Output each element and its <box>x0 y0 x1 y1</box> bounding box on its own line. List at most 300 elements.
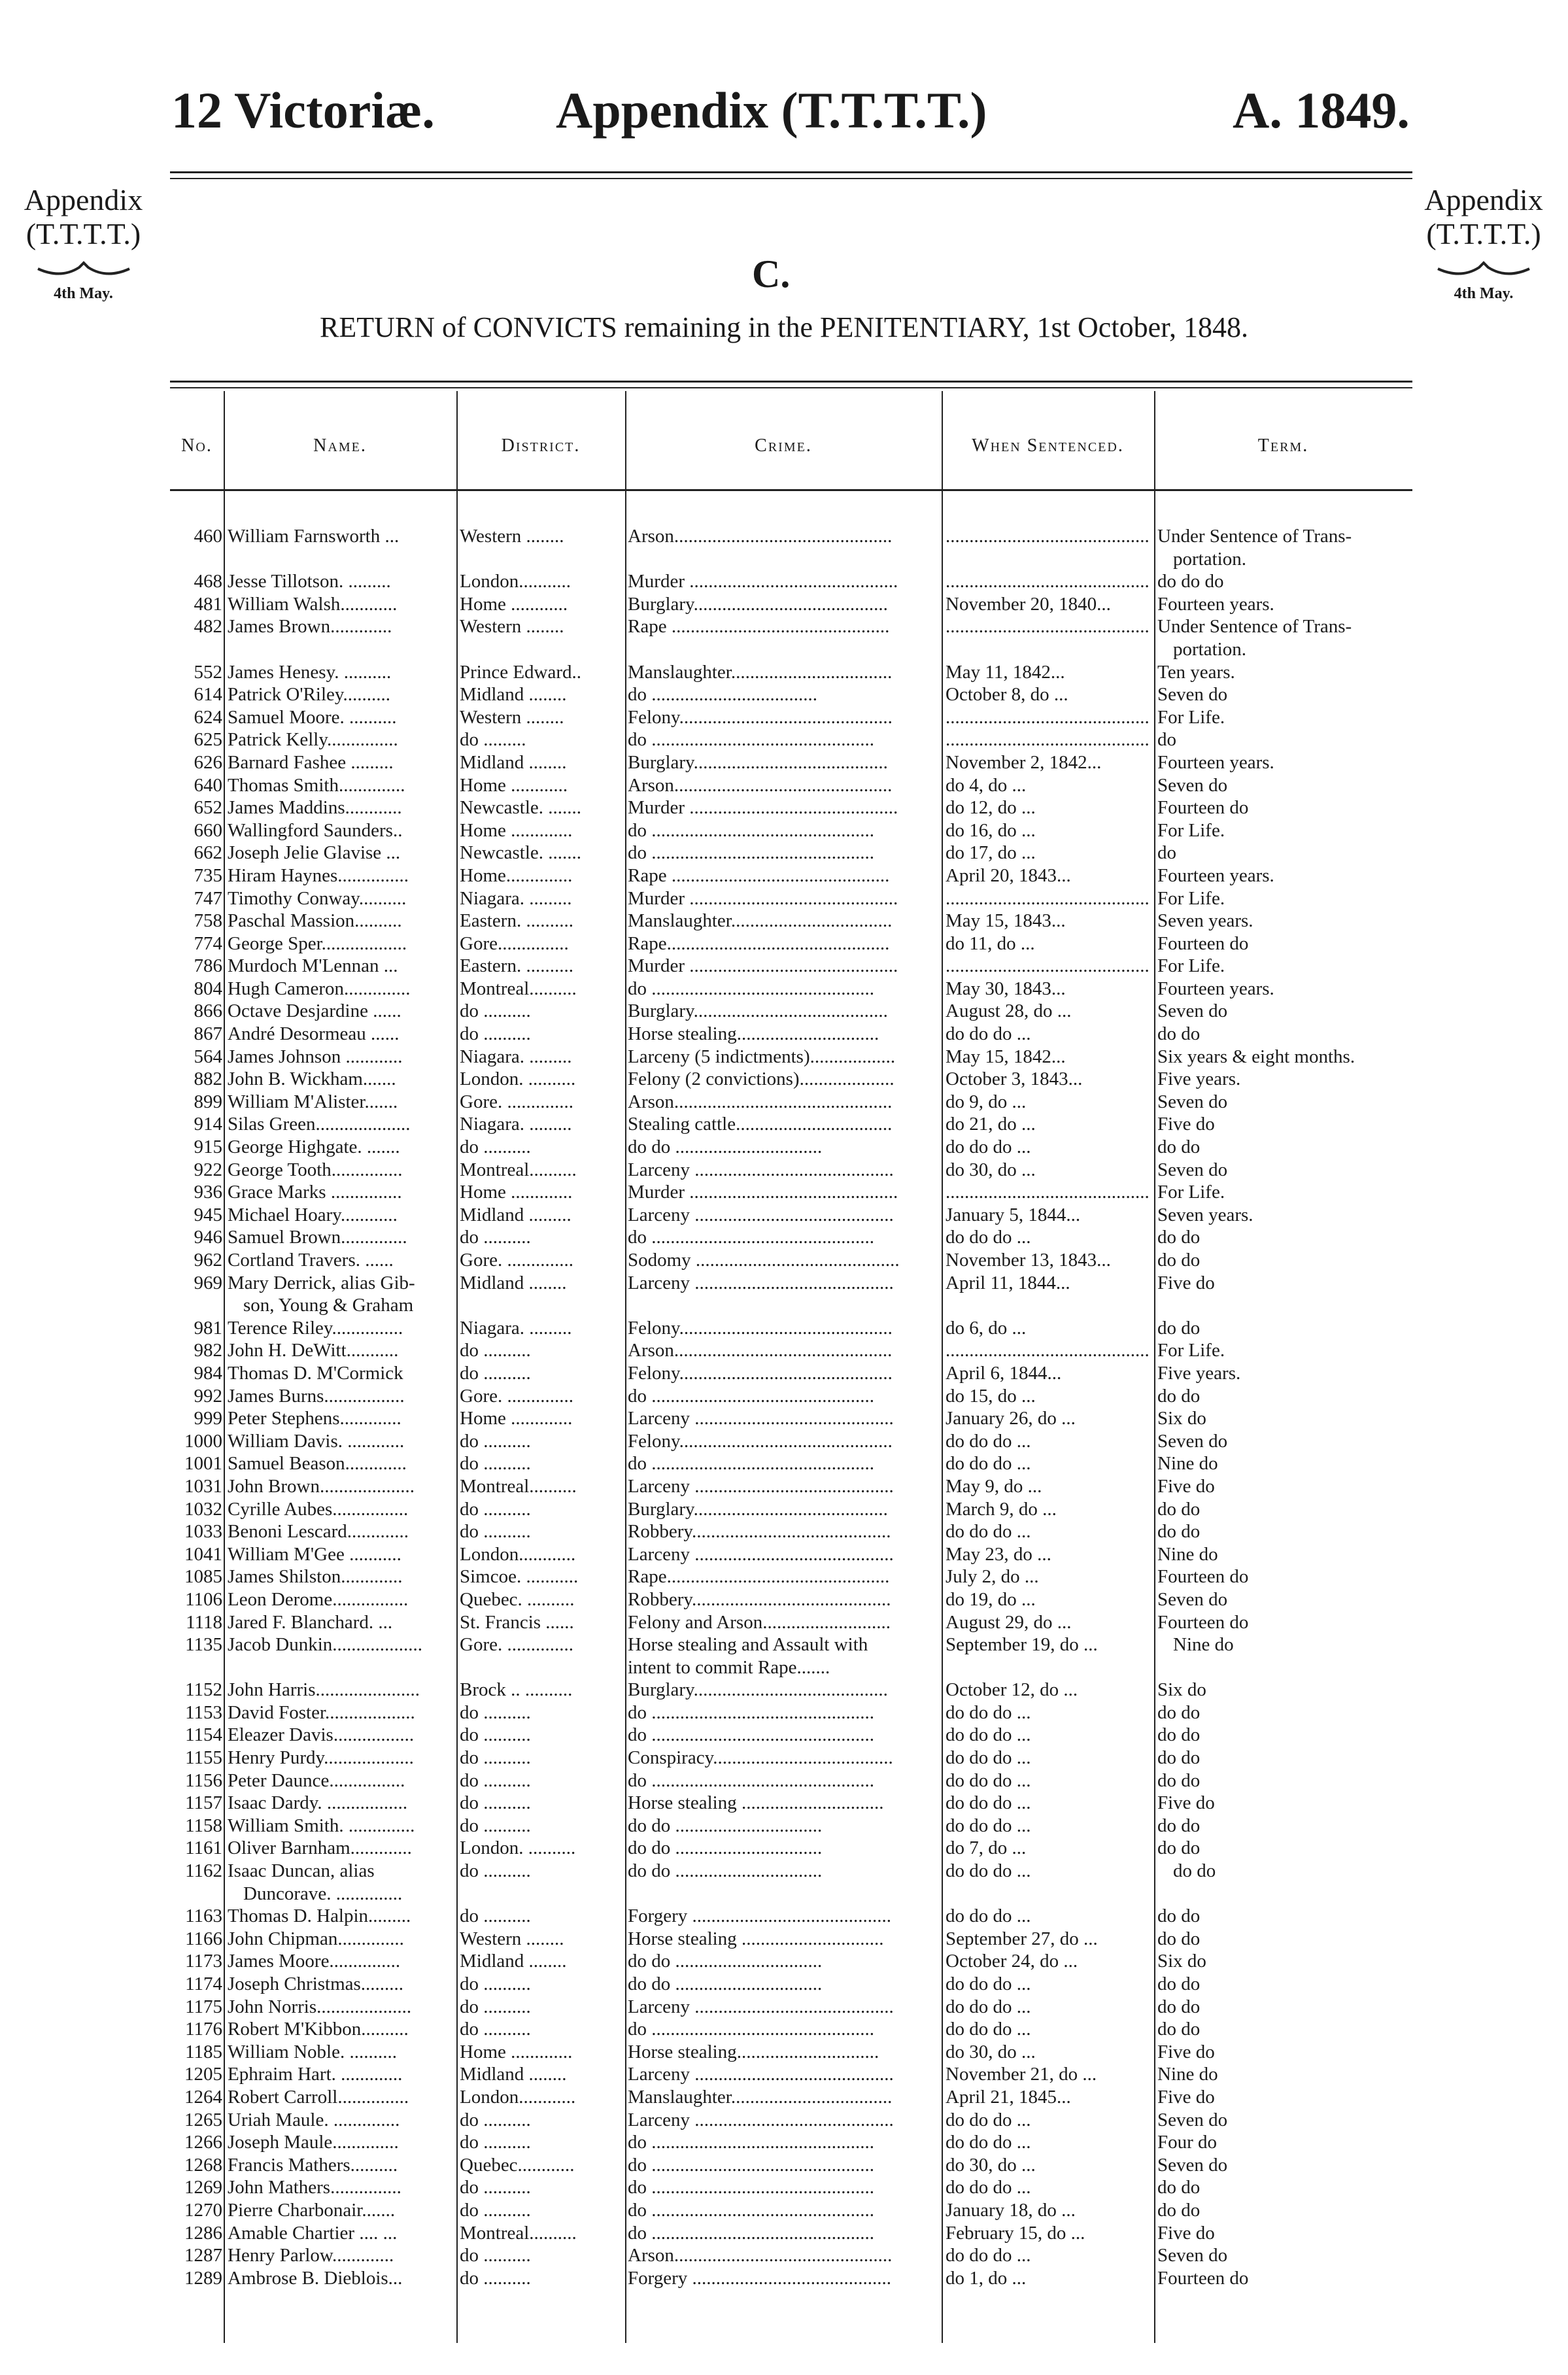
convict-name: Thomas Smith.............. <box>228 774 405 796</box>
when-sentenced: do 21, do ... <box>946 1114 1036 1135</box>
when-sentenced: November 13, 1843... <box>946 1250 1111 1271</box>
when-sentenced: do 6, do ... <box>946 1317 1027 1339</box>
table-row <box>170 661 1412 684</box>
district: do .......... <box>460 1430 531 1452</box>
crime: Arson.............................................. <box>628 2245 893 2266</box>
row-number: 984 <box>194 1362 222 1384</box>
term: Seven do <box>1157 774 1228 796</box>
term: Nine do <box>1157 1453 1218 1475</box>
convict-name <box>228 1272 456 1317</box>
term: Seven do <box>1157 2245 1228 2266</box>
table-row <box>170 1204 1412 1227</box>
table-row <box>170 1973 1412 1996</box>
table-row <box>170 1091 1412 1114</box>
district: do .......... <box>460 1340 531 1361</box>
convict-name: Cortland Travers. ...... <box>228 1250 394 1271</box>
term: do do <box>1157 1724 1201 1746</box>
table-row <box>170 1452 1412 1475</box>
row-number: 1032 <box>184 1498 222 1520</box>
when-sentenced: do 4, do ... <box>946 774 1027 796</box>
crime: Arson.............................................. <box>628 774 893 796</box>
crime: Arson.............................................. <box>628 1340 893 1361</box>
convict-name: Wallingford Saunders.. <box>228 819 403 841</box>
crime: Murder ............................................ <box>628 797 898 819</box>
term-continuation: Nine do <box>1173 1634 1234 1656</box>
district: Western ........ <box>460 526 564 547</box>
table-row <box>170 1520 1412 1543</box>
district: do .......... <box>460 1136 531 1158</box>
district: Montreal.......... <box>460 2222 577 2244</box>
convict-name: John Chipman.............. <box>228 1928 404 1949</box>
term: Fourteen do <box>1157 932 1249 954</box>
convict-name-line: Isaac Duncan, alias <box>228 1860 375 1882</box>
when-sentenced: do 30, do ... <box>946 2041 1036 2062</box>
row-number: 758 <box>194 910 222 932</box>
convict-name: Uriah Maule. .............. <box>228 2109 400 2130</box>
term: Nine do <box>1157 2064 1218 2085</box>
convict-name: Isaac Dardy. ................. <box>228 1792 408 1814</box>
table-row <box>170 2176 1412 2199</box>
convict-name: Peter Stephens............. <box>228 1408 401 1429</box>
term: do do <box>1157 1996 1201 2017</box>
term: do do <box>1157 1498 1201 1520</box>
convict-name: John Harris...................... <box>228 1679 420 1701</box>
term: Five do <box>1157 1114 1215 1135</box>
crime: Felony (2 convictions).................... <box>628 1068 895 1090</box>
column-header-no: No. <box>181 436 213 456</box>
table-row <box>170 593 1412 616</box>
district: Newcastle. ....... <box>460 842 582 864</box>
district: Midland ......... <box>460 1204 571 1225</box>
district: do .......... <box>460 1996 531 2017</box>
table-row <box>170 2041 1412 2064</box>
term-continuation: portation. <box>1173 638 1246 660</box>
table-row <box>170 2154 1412 2177</box>
crime: Horse stealing.............................. <box>628 1023 879 1045</box>
district: do .......... <box>460 1792 531 1814</box>
table-row <box>170 2244 1412 2267</box>
when-sentenced: do 12, do ... <box>946 797 1036 819</box>
convict-name: Thomas D. M'Cormick <box>228 1362 403 1384</box>
crime: do ............................................... <box>628 2199 874 2221</box>
district: Montreal.......... <box>460 1475 577 1497</box>
term: Seven do <box>1157 2154 1228 2176</box>
margin-date: 4th May. <box>54 285 113 302</box>
margin-sub: (T.T.T.T.) <box>26 217 141 250</box>
term-continuation: do do <box>1173 1860 1216 1882</box>
column-header-term: Term. <box>1257 436 1309 456</box>
when-sentenced: do 1, do ... <box>946 2267 1027 2289</box>
when-sentenced: April 21, 1845... <box>946 2086 1071 2108</box>
row-number: 1287 <box>184 2245 222 2266</box>
when-sentenced: do 19, do ... <box>946 1588 1036 1610</box>
convict-name: George Highgate. ....... <box>228 1136 400 1158</box>
district: Western ........ <box>460 616 564 638</box>
when-sentenced: May 30, 1843... <box>946 978 1066 999</box>
when-sentenced: do do do ... <box>946 1227 1031 1248</box>
when-sentenced: do do do ... <box>946 1430 1031 1452</box>
term: do do <box>1157 1023 1201 1045</box>
row-number: 1135 <box>185 1634 222 1656</box>
table-row <box>170 751 1412 774</box>
when-sentenced: do do do ... <box>946 2109 1031 2130</box>
convict-name: Paschal Massion.......... <box>228 910 402 932</box>
district: Niagara. ......... <box>460 1317 572 1339</box>
crime: do ............................................... <box>628 1769 874 1791</box>
district: do .......... <box>460 1815 531 1836</box>
district: Simcoe. ........... <box>460 1566 579 1588</box>
row-number: 982 <box>194 1340 222 1361</box>
convict-name: Silas Green.................... <box>228 1114 411 1135</box>
table-row <box>170 2109 1412 2132</box>
crime: Larceny .......................................... <box>628 1159 894 1180</box>
row-number: 735 <box>194 864 222 886</box>
table-row <box>170 887 1412 910</box>
table-row <box>170 1113 1412 1136</box>
table-row <box>170 1928 1412 1951</box>
district: Midland ........ <box>460 2064 567 2085</box>
crime: Felony............................................. <box>628 1362 893 1384</box>
row-number: 1157 <box>185 1792 222 1814</box>
row-number: 626 <box>194 751 222 773</box>
header-rule-bottom <box>170 178 1412 179</box>
term: Seven do <box>1157 2109 1228 2130</box>
crime: do ............................................... <box>628 1724 874 1746</box>
district: Eastern. .......... <box>460 955 573 977</box>
convict-name: James Shilston............. <box>228 1566 403 1588</box>
district: do .......... <box>460 1362 531 1384</box>
convict-name: Peter Daunce................ <box>228 1769 405 1791</box>
term: Seven do <box>1157 684 1228 706</box>
district: Western ........ <box>460 706 564 728</box>
crime-continuation: intent to commit Rape....... <box>628 1656 830 1678</box>
row-number: 946 <box>194 1227 222 1248</box>
when-sentenced: do 17, do ... <box>946 842 1036 864</box>
district: do .......... <box>460 1973 531 1994</box>
convict-name: Francis Mathers.......... <box>228 2154 398 2176</box>
crime-continuation: do do ............................... <box>628 1860 823 1882</box>
convict-name: John Mathers............... <box>228 2177 401 2198</box>
crime: do ............................................... <box>628 2177 874 2198</box>
term: Seven do <box>1157 1588 1228 1610</box>
header-appendix: Appendix (T.T.T.T.) <box>556 82 987 139</box>
term: For Life. <box>1157 1340 1225 1361</box>
convict-name: Ambrose B. Dieblois... <box>228 2267 403 2289</box>
district: London........... <box>460 571 571 592</box>
title-rule-bottom <box>170 387 1412 388</box>
term: Four do <box>1157 2132 1218 2153</box>
row-number: 662 <box>194 842 222 864</box>
term: Five do <box>1157 1792 1215 1814</box>
row-number: 1166 <box>185 1928 222 1949</box>
term <box>1157 1860 1432 1905</box>
when-sentenced: ........................................... <box>946 706 1150 728</box>
crime: Burglary......................................... <box>628 751 888 773</box>
crime: Manslaughter.................................. <box>628 2086 893 2108</box>
row-number: 1001 <box>184 1453 222 1475</box>
table-row <box>170 1679 1412 1701</box>
convict-name-continuation: Duncorave. .............. <box>243 1883 403 1904</box>
district: do .......... <box>460 1701 531 1723</box>
convict-name: William Noble. .......... <box>228 2041 397 2062</box>
term <box>1157 615 1432 660</box>
row-number: 1265 <box>184 2109 222 2130</box>
table-row <box>170 2018 1412 2041</box>
convict-name: Pierre Charbonair....... <box>228 2199 396 2221</box>
crime: do ............................................... <box>628 2154 874 2176</box>
crime: do ............................................... <box>628 1701 874 1723</box>
district: do ......... <box>460 729 526 751</box>
term: Fourteen do <box>1157 797 1249 819</box>
table-row <box>170 2222 1412 2245</box>
term: Five years. <box>1157 1362 1241 1384</box>
term: Five do <box>1157 1475 1215 1497</box>
term: Seven do <box>1157 1159 1228 1180</box>
term-line: Under Sentence of Trans- <box>1157 526 1352 547</box>
row-number: 867 <box>194 1023 222 1045</box>
district: Eastern. .......... <box>460 910 573 932</box>
table-body <box>170 525 1412 2289</box>
convict-name: George Tooth............... <box>228 1159 403 1180</box>
district: Quebec. .......... <box>460 1588 575 1610</box>
when-sentenced: do 30, do ... <box>946 2154 1036 2176</box>
term: For Life. <box>1157 1182 1225 1203</box>
column-header-when-sentenced: When Sentenced. <box>972 436 1124 456</box>
term: Fourteen years. <box>1157 978 1274 999</box>
crime: Felony............................................. <box>628 1430 893 1452</box>
crime: do do ............................... <box>628 1815 823 1836</box>
table-row <box>170 1950 1412 1973</box>
row-number: 1174 <box>185 1973 222 1994</box>
when-sentenced: October 12, do ... <box>946 1679 1078 1701</box>
table-row <box>170 1407 1412 1430</box>
when-sentenced: February 15, do ... <box>946 2222 1085 2244</box>
district: London. .......... <box>460 1068 576 1090</box>
when-sentenced: November 2, 1842... <box>946 751 1102 773</box>
row-number: 1268 <box>184 2154 222 2176</box>
flourish-icon <box>35 261 133 278</box>
header-underline <box>170 489 1412 491</box>
convict-name: George Sper.................. <box>228 932 407 954</box>
when-sentenced: ........................................... <box>946 1182 1150 1203</box>
row-number: 1118 <box>186 1611 222 1633</box>
district: do .......... <box>460 1023 531 1045</box>
district: Quebec............ <box>460 2154 575 2176</box>
table-row <box>170 978 1412 1000</box>
term: do do <box>1157 1521 1201 1543</box>
convict-name: John B. Wickham....... <box>228 1068 396 1090</box>
row-number: 999 <box>194 1408 222 1429</box>
crime: Larceny .......................................... <box>628 1272 894 1293</box>
convict-name: André Desormeau ...... <box>228 1023 400 1045</box>
convict-table <box>170 391 1412 2343</box>
convict-name: James Henesy. .......... <box>228 661 392 683</box>
district: Midland ........ <box>460 1272 567 1293</box>
crime: do ............................................... <box>628 978 874 999</box>
table-row <box>170 910 1412 932</box>
district: Niagara. ......... <box>460 1114 572 1135</box>
row-number: 624 <box>194 706 222 728</box>
convict-name: Octave Desjardine ...... <box>228 1000 401 1022</box>
when-sentenced: ........................................... <box>946 887 1150 909</box>
table-row <box>170 1860 1412 1905</box>
convict-name: Henry Parlow............. <box>228 2245 394 2266</box>
term: do do <box>1157 1769 1201 1791</box>
crime: Robbery.......................................... <box>628 1521 891 1543</box>
district: do .......... <box>460 2109 531 2130</box>
crime: Felony............................................. <box>628 706 893 728</box>
convict-name: Hiram Haynes............... <box>228 864 409 886</box>
when-sentenced: October 24, do ... <box>946 1951 1078 1972</box>
table-row <box>170 774 1412 797</box>
crime: Sodomy ........................................... <box>628 1250 900 1271</box>
row-number: 481 <box>194 593 222 615</box>
crime: do ............................................... <box>628 1453 874 1475</box>
term: do <box>1157 729 1176 751</box>
term: do do do <box>1157 571 1224 592</box>
row-number: 804 <box>194 978 222 999</box>
district: Gore. .............. <box>460 1385 573 1407</box>
table-row <box>170 1430 1412 1453</box>
row-number: 1000 <box>184 1430 222 1452</box>
crime: Larceny .......................................... <box>628 1996 894 2017</box>
row-number: 1156 <box>185 1769 222 1791</box>
row-number: 866 <box>194 1000 222 1022</box>
district: Western ........ <box>460 1928 564 1949</box>
row-number: 1155 <box>185 1747 222 1769</box>
row-number: 625 <box>194 729 222 751</box>
term: do do <box>1157 1973 1201 1994</box>
when-sentenced: do 11, do ... <box>946 932 1035 954</box>
table-row <box>170 1792 1412 1815</box>
row-number: 468 <box>194 571 222 592</box>
table-row <box>170 1905 1412 1928</box>
when-sentenced: October 3, 1843... <box>946 1068 1083 1090</box>
term: do do <box>1157 1837 1201 1859</box>
row-number: 914 <box>194 1114 222 1135</box>
crime: do ............................................... <box>628 2019 874 2040</box>
table-row <box>170 1362 1412 1385</box>
term: do <box>1157 842 1176 864</box>
row-number: 774 <box>194 932 222 954</box>
district: do .......... <box>460 2267 531 2289</box>
crime: Larceny .......................................... <box>628 1543 894 1565</box>
row-number: 915 <box>194 1136 222 1158</box>
convict-name: Leon Derome................ <box>228 1588 409 1610</box>
district: do .......... <box>460 2177 531 2198</box>
table-row <box>170 1996 1412 2019</box>
crime: Larceny .......................................... <box>628 1204 894 1225</box>
crime: Murder ............................................ <box>628 1182 898 1203</box>
when-sentenced: do do do ... <box>946 2177 1031 2198</box>
district: Gore............... <box>460 932 569 954</box>
crime: Burglary......................................... <box>628 1000 888 1022</box>
district: Niagara. ......... <box>460 887 572 909</box>
district: Gore. .............. <box>460 1634 573 1656</box>
convict-name: John Brown.................... <box>228 1475 415 1497</box>
table-row <box>170 2086 1412 2109</box>
convict-name: James Maddins............ <box>228 797 402 819</box>
when-sentenced: do do do ... <box>946 1747 1031 1769</box>
when-sentenced: ........................................... <box>946 616 1150 638</box>
when-sentenced <box>946 1633 1161 1679</box>
table-row <box>170 1475 1412 1498</box>
table-row <box>170 1249 1412 1272</box>
crime: Arson.............................................. <box>628 1091 893 1112</box>
when-sentenced: do do do ... <box>946 1724 1031 1746</box>
when-sentenced-continuation: do do do ... <box>946 1860 1031 1882</box>
row-number: 652 <box>194 797 222 819</box>
table-row <box>170 1159 1412 1182</box>
district-continuation: do .......... <box>460 1860 531 1882</box>
convict-name: Grace Marks ............... <box>228 1182 402 1203</box>
term: do do <box>1157 1747 1201 1769</box>
when-sentenced: do do do ... <box>946 1769 1031 1791</box>
term: Nine do <box>1157 1543 1218 1565</box>
row-number: 1085 <box>184 1566 222 1588</box>
district: Prince Edward.. <box>460 661 582 683</box>
when-sentenced: do do do ... <box>946 1023 1031 1045</box>
table-row <box>170 1724 1412 1747</box>
crime: Robbery.......................................... <box>628 1588 891 1610</box>
row-number: 1205 <box>184 2064 222 2085</box>
row-number: 992 <box>194 1385 222 1407</box>
when-sentenced: do do do ... <box>946 1996 1031 2017</box>
district: St. Francis ...... <box>460 1611 574 1633</box>
row-number: 882 <box>194 1068 222 1090</box>
district: do .......... <box>460 2199 531 2221</box>
when-sentenced: May 9, do ... <box>946 1475 1042 1497</box>
table-row <box>170 1046 1412 1068</box>
when-sentenced: ........................................... <box>946 1340 1150 1361</box>
term: For Life. <box>1157 955 1225 977</box>
convict-name: Thomas D. Halpin......... <box>228 1905 411 1927</box>
convict-name: Samuel Moore. .......... <box>228 706 397 728</box>
district: do .......... <box>460 2132 531 2153</box>
district: do .......... <box>460 1498 531 1520</box>
table-row <box>170 1701 1412 1724</box>
row-number: 640 <box>194 774 222 796</box>
term: Seven years. <box>1157 910 1253 932</box>
row-number: 1173 <box>185 1951 222 1972</box>
when-sentenced: January 26, do ... <box>946 1408 1076 1429</box>
crime: Larceny .......................................... <box>628 1408 894 1429</box>
convict-name <box>228 1860 456 1905</box>
term: do do <box>1157 1136 1201 1158</box>
district: Home ............. <box>460 1408 573 1429</box>
crime: Murder ............................................ <box>628 887 898 909</box>
when-sentenced: March 9, do ... <box>946 1498 1057 1520</box>
term: do do <box>1157 2199 1201 2221</box>
margin-note-right <box>1399 183 1568 302</box>
term: do do <box>1157 2177 1201 2198</box>
table-row <box>170 864 1412 887</box>
row-number: 1153 <box>185 1701 222 1723</box>
district: Gore. .............. <box>460 1091 573 1112</box>
when-sentenced: October 8, do ... <box>946 684 1068 706</box>
term: Five years. <box>1157 1068 1241 1090</box>
table-row <box>170 1611 1412 1634</box>
when-sentenced: do do do ... <box>946 1521 1031 1543</box>
convict-name: Joseph Jelie Glavise ... <box>228 842 401 864</box>
convict-name: Ephraim Hart. ............. <box>228 2064 403 2085</box>
term: Five do <box>1157 2222 1215 2244</box>
table-row <box>170 1747 1412 1769</box>
row-number: 1158 <box>185 1815 222 1836</box>
convict-name: Timothy Conway.......... <box>228 887 407 909</box>
district: do .......... <box>460 1769 531 1791</box>
crime: Rape............................................... <box>628 1566 890 1588</box>
